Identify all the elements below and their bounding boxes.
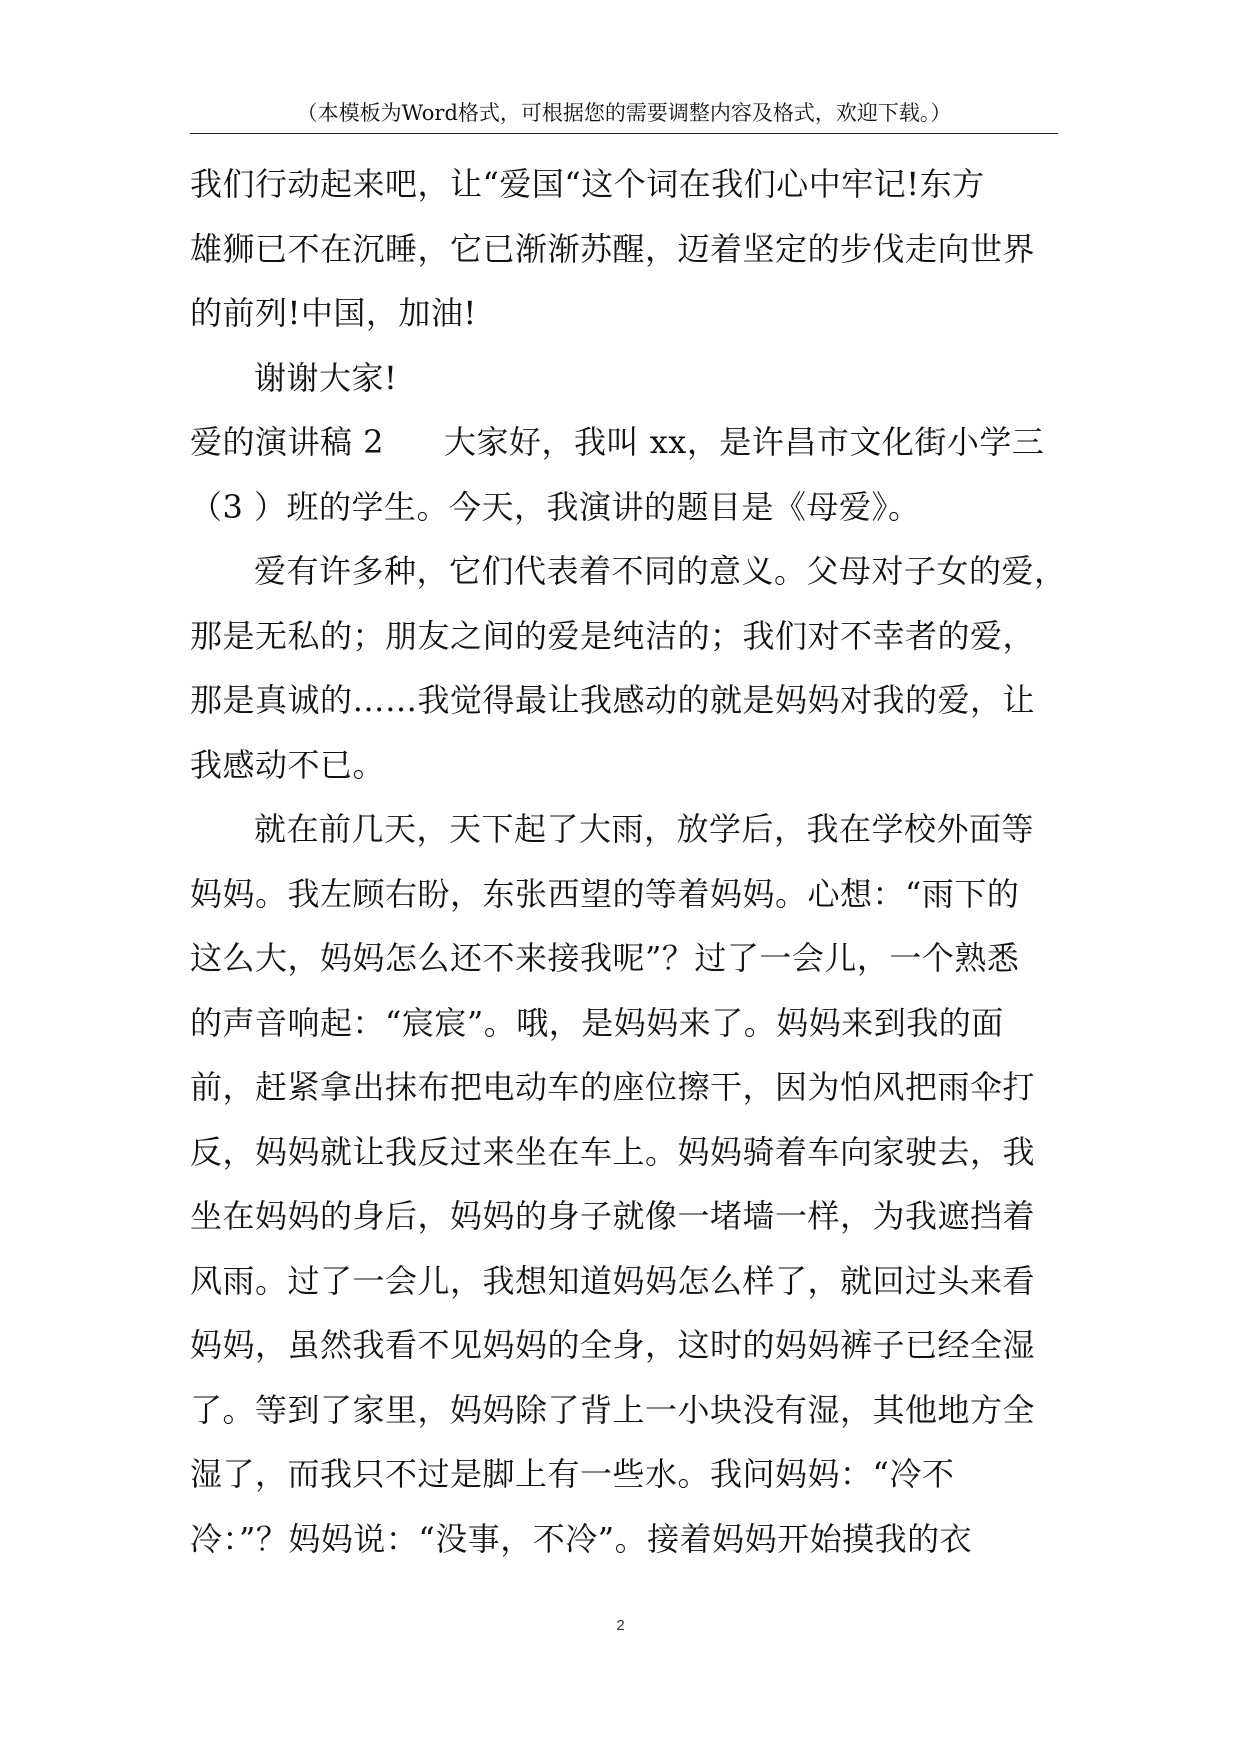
speech-title: 爱的演讲稿 2 bbox=[190, 423, 385, 461]
header-rule bbox=[190, 133, 1058, 134]
paragraph-line: 冷：”？妈妈说：“没事，不冷”。接着妈妈开始摸我的衣 bbox=[190, 1519, 973, 1558]
paragraph-line: 就在前几天，天下起了大雨，放学后，我在学校外面等 bbox=[254, 810, 1035, 848]
paragraph-line: 我们行动起来吧，让“爱国“这个词在我们心中牢记!东方 bbox=[190, 165, 985, 203]
page-number: 2 bbox=[616, 1617, 625, 1634]
speech-opening: 大家好，我叫 xx，是许昌市文化街小学三 bbox=[444, 423, 1045, 461]
paragraph-line: 这么大，妈妈怎么还不来接我呢”？过了一会儿，一个熟悉 bbox=[190, 939, 1020, 977]
paragraph-line: 反，妈妈就让我反过来坐在车上。妈妈骑着车向家驶去，我 bbox=[190, 1132, 1036, 1171]
paragraph-line: 妈妈。我左顾右盼，东张西望的等着妈妈。心想：“雨下的 bbox=[190, 874, 1020, 913]
paragraph-line: 妈妈，虽然我看不见妈妈的全身，这时的妈妈裤子已经全湿 bbox=[190, 1326, 1036, 1364]
body-text bbox=[190, 152, 1070, 1571]
paragraph-line: 谢谢大家! bbox=[254, 358, 398, 397]
paragraph-line: 湿了，而我只不过是脚上有一些水。我问妈妈：“冷不 bbox=[190, 1455, 955, 1493]
speech-title-line bbox=[190, 410, 1070, 475]
paragraph-line: 爱有许多种，它们代表着不同的意义。父母对子女的爱， bbox=[254, 552, 1067, 590]
paragraph-line: 雄狮已不在沉睡，它已渐渐苏醒，迈着坚定的步伐走向世界 bbox=[190, 229, 1036, 268]
paragraph-line: 坐在妈妈的身后，妈妈的身子就像一堵墙一样，为我遮挡着 bbox=[190, 1197, 1036, 1235]
paragraph-line: 那是无私的；朋友之间的爱是纯洁的；我们对不幸者的爱， bbox=[190, 616, 1036, 655]
paragraph-line: （3 ）班的学生。今天，我演讲的题目是《母爱》。 bbox=[190, 487, 921, 526]
paragraph-line: 风雨。过了一会儿，我想知道妈妈怎么样了，就回过头来看 bbox=[190, 1261, 1036, 1300]
paragraph-line: 了。等到了家里，妈妈除了背上一小块没有湿，其他地方全 bbox=[190, 1390, 1036, 1429]
paragraph-line: 的前列!中国，加油! bbox=[190, 294, 477, 332]
paragraph-line: 那是真诚的……我觉得最让我感动的就是妈妈对我的爱，让 bbox=[190, 681, 1036, 719]
paragraph-line: 我感动不已。 bbox=[190, 745, 386, 784]
paragraph-line: 前，赶紧拿出抹布把电动车的座位擦干，因为怕风把雨伞打 bbox=[190, 1068, 1036, 1106]
paragraph-line: 的声音响起：“宸宸”。哦，是妈妈来了。妈妈来到我的面 bbox=[190, 1003, 1004, 1042]
header-note: （本模板为Word格式，可根据您的需要调整内容及格式，欢迎下载。） bbox=[296, 101, 952, 125]
